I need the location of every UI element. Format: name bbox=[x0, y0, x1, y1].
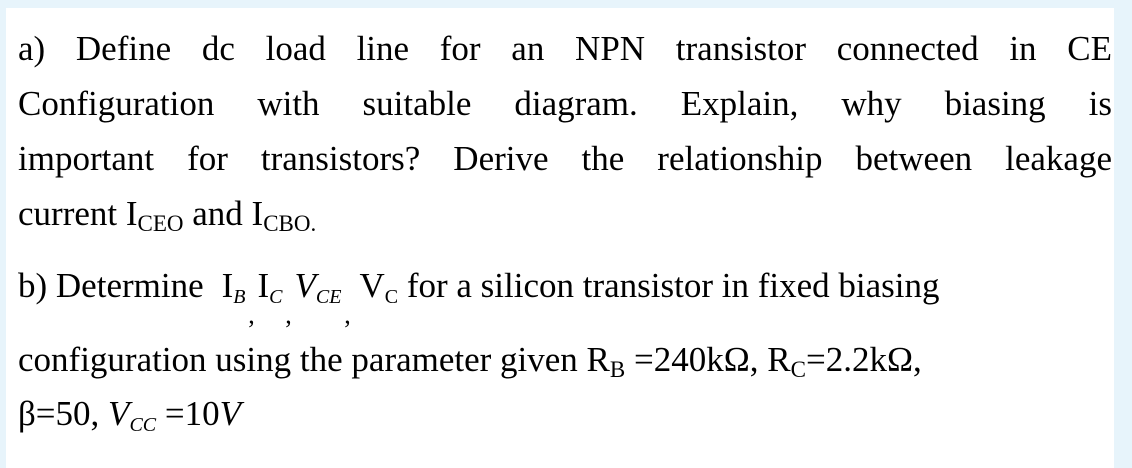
part-b-line-3 bbox=[18, 396, 1112, 435]
rc-subscript: C bbox=[790, 357, 806, 382]
vcc-value: =10 bbox=[156, 394, 220, 433]
question-sheet bbox=[6, 8, 1114, 468]
comma-1: , bbox=[248, 300, 255, 329]
comma-2: , bbox=[285, 300, 292, 329]
part-a-line-1 bbox=[18, 31, 1112, 66]
vc-symbol: VC bbox=[359, 266, 399, 308]
part-a-line-1-text: a) Define dc load line for an NPN transistor connected in CE bbox=[18, 29, 1112, 68]
iceo-subscript: CEO bbox=[137, 211, 184, 236]
beta-value: β=50, bbox=[18, 394, 109, 433]
vcc-symbol: VCC bbox=[108, 394, 157, 436]
part-b-line-2-text: configuration using the parameter given R bbox=[18, 340, 610, 379]
vcc-unit: V bbox=[219, 394, 242, 433]
part-a-line-2 bbox=[18, 86, 1112, 121]
rb-subscript: B bbox=[609, 357, 626, 382]
ic-symbol: IC bbox=[257, 266, 283, 308]
ib-symbol: IB bbox=[221, 266, 246, 308]
part-b-line-2 bbox=[18, 342, 1112, 381]
part-a-line-2-text: Configuration with suitable diagram. Explain, why biasing is bbox=[18, 84, 1112, 123]
rc-value: =2.2kΩ, bbox=[805, 340, 922, 379]
current-prefix: current I bbox=[18, 194, 138, 233]
part-a-line-3 bbox=[18, 141, 1112, 176]
part-b-label: b) Determine bbox=[18, 266, 204, 305]
part-b-line-1-tail: for a silicon transistor in fixed biasing bbox=[398, 266, 940, 305]
current-mid: and I bbox=[183, 194, 264, 233]
part-a-line-3-text: important for transistors? Derive the relationship between leakage bbox=[18, 139, 1112, 178]
part-a-line-4 bbox=[18, 196, 1112, 235]
rb-value: =240kΩ, R bbox=[625, 340, 791, 379]
vce-symbol: VCE bbox=[294, 266, 342, 308]
part-b-line-1 bbox=[18, 266, 1112, 329]
comma-3: , bbox=[344, 300, 351, 329]
icbo-subscript: CBO. bbox=[263, 211, 317, 236]
